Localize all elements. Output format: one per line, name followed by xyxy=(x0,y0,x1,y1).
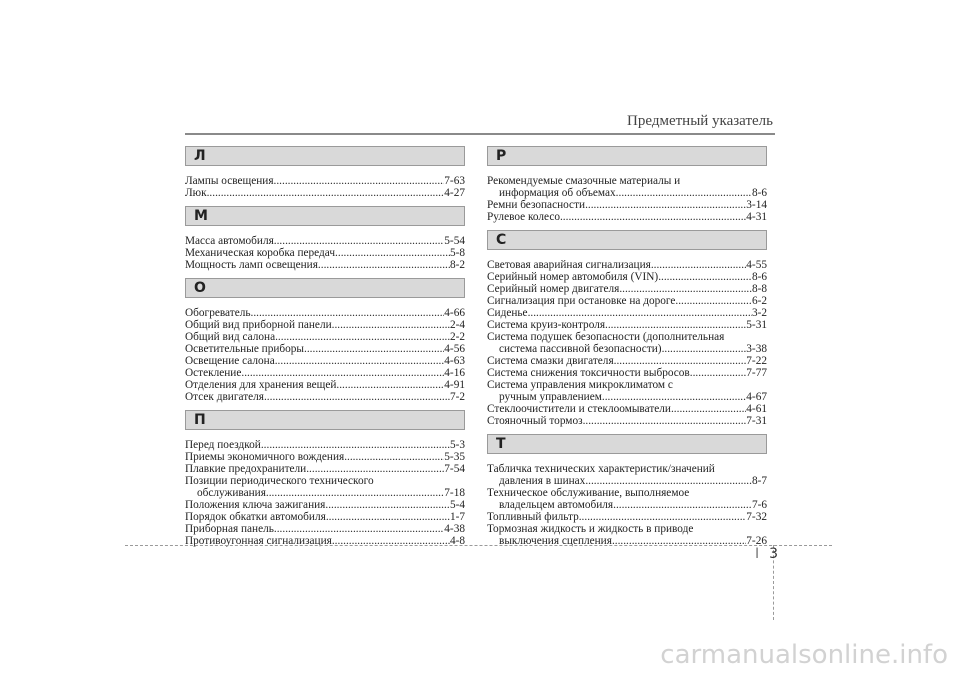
section-header xyxy=(487,434,767,454)
dot-leader xyxy=(266,487,444,499)
index-entry xyxy=(185,439,465,451)
index-entry xyxy=(487,355,767,367)
dot-leader xyxy=(275,331,450,343)
index-entry-page: 8-6 xyxy=(751,187,767,199)
section-letter: П xyxy=(194,412,206,428)
index-entry-page: 5-54 xyxy=(444,235,465,247)
index-entry-name: Стояночный тормоз xyxy=(487,415,583,427)
section-letter: Р xyxy=(496,148,507,164)
index-entry-name: Плавкие предохранители xyxy=(185,463,307,475)
index-entry xyxy=(487,211,767,223)
footer-rule xyxy=(125,545,832,546)
index-entry-name: Общий вид салона xyxy=(185,331,276,343)
index-entry xyxy=(185,343,465,355)
dot-leader xyxy=(616,187,752,199)
section-header xyxy=(185,410,465,430)
index-entry-name: Люк xyxy=(185,187,207,199)
index-entry-name: Ремни безопасности xyxy=(487,199,586,211)
dot-leader xyxy=(583,415,747,427)
index-entry-name: обслуживания xyxy=(197,487,266,499)
dot-leader xyxy=(335,247,450,259)
index-entry-name: Масса автомобиля xyxy=(185,235,274,247)
index-entry-name: Механическая коробка передач xyxy=(185,247,336,259)
index-entry-name: Перед поездкой xyxy=(185,439,261,451)
dot-leader xyxy=(241,367,444,379)
index-entry-name: Рулевое колесо xyxy=(487,211,560,223)
index-entry-page: 5-31 xyxy=(746,319,767,331)
index-entry-page: 3-2 xyxy=(751,307,767,319)
index-entry-page: 8-2 xyxy=(449,259,465,271)
index-entry-first-line: Табличка технических характеристик/значений xyxy=(487,463,715,475)
index-column-right xyxy=(487,146,767,554)
index-entry xyxy=(185,187,465,199)
dot-leader xyxy=(304,343,444,355)
dot-leader xyxy=(619,283,752,295)
index-entry-name: Общий вид приборной панели xyxy=(185,319,332,331)
index-entry xyxy=(185,355,465,367)
index-entry xyxy=(487,403,767,415)
index-entry-name: Система смазки двигателя xyxy=(487,355,614,367)
index-entry-name: система пассивной безопасности) xyxy=(499,343,662,355)
dot-leader xyxy=(671,403,746,415)
dot-leader xyxy=(528,307,752,319)
index-entry-name: давления в шинах xyxy=(499,475,586,487)
index-entry-page: 5-35 xyxy=(444,451,465,463)
index-entry xyxy=(487,415,767,427)
index-entry-name: информация об объемах xyxy=(499,187,616,199)
index-entry xyxy=(487,367,767,379)
index-entry-first-line: Система подушек безопасности (дополнительная xyxy=(487,331,725,343)
dot-leader xyxy=(690,367,747,379)
dot-leader xyxy=(605,319,746,331)
section-header xyxy=(487,230,767,250)
index-entry-page: 4-38 xyxy=(444,523,465,535)
index-entry-first-line: Система управления микроклиматом с xyxy=(487,379,673,391)
index-entries xyxy=(487,463,767,547)
index-entries xyxy=(185,307,465,403)
index-entry-page: 4-31 xyxy=(746,211,767,223)
index-entry-name: Система снижения токсичности выбросов xyxy=(487,367,690,379)
section-header xyxy=(185,146,465,166)
index-entry xyxy=(185,487,465,499)
index-entry-name: Приемы экономичного вождения xyxy=(185,451,345,463)
index-entry-name: Приборная панель xyxy=(185,523,274,535)
index-entry-page: 3-38 xyxy=(746,343,767,355)
index-entries xyxy=(185,175,465,199)
index-entry xyxy=(487,391,767,403)
watermark: carmanualsonline.info xyxy=(660,640,948,670)
header-rule xyxy=(185,133,775,135)
index-entry-page: 7-31 xyxy=(746,415,767,427)
section-letter: О xyxy=(194,280,206,296)
index-entry-page: 4-63 xyxy=(444,355,465,367)
index-entry xyxy=(487,187,767,199)
dot-leader xyxy=(658,271,752,283)
index-entry xyxy=(487,499,767,511)
index-entry-first-line: Позиции периодического технического xyxy=(185,475,374,487)
index-entry-name: Сиденье xyxy=(487,307,528,319)
index-entry-page: 2-2 xyxy=(449,331,465,343)
index-entry-name: Противоугонная сигнализация xyxy=(185,535,332,547)
index-entry-page: 4-66 xyxy=(444,307,465,319)
index-entry-page: 8-6 xyxy=(751,271,767,283)
index-entry-page: 4-56 xyxy=(444,343,465,355)
dot-leader xyxy=(602,391,746,403)
dot-leader xyxy=(344,451,444,463)
index-entry xyxy=(185,331,465,343)
dot-leader xyxy=(325,499,450,511)
index-entry-name: Освещение салона xyxy=(185,355,275,367)
index-entry-page: 4-27 xyxy=(444,187,465,199)
dot-leader xyxy=(614,355,747,367)
dot-leader xyxy=(264,391,450,403)
index-entry xyxy=(487,271,767,283)
index-entry-name: выключения сцепления xyxy=(499,535,612,547)
index-entry xyxy=(185,259,465,271)
index-entry xyxy=(185,511,465,523)
index-entry-name: Сигнализация при остановке на дороге xyxy=(487,295,676,307)
page-header-title: Предметный указатель xyxy=(627,113,773,129)
section-letter: М xyxy=(194,208,208,224)
index-entry-name: Порядок обкатки автомобиля xyxy=(185,511,326,523)
index-entry-page: 3-14 xyxy=(746,199,767,211)
index-entry xyxy=(185,307,465,319)
index-entries xyxy=(185,235,465,271)
index-entry-name: Система круиз-контроля xyxy=(487,319,606,331)
dot-leader xyxy=(275,355,445,367)
index-entry-first-line: Тормозная жидкость и жидкость в приводе xyxy=(487,523,694,535)
index-entry-name: Серийный номер двигателя xyxy=(487,283,620,295)
index-entry-page: 1-7 xyxy=(449,511,465,523)
index-entry-name: Обогреватель xyxy=(185,307,251,319)
index-entry-page: 8-7 xyxy=(751,475,767,487)
index-entry-page: 7-18 xyxy=(444,487,465,499)
index-entry xyxy=(185,235,465,247)
index-entry xyxy=(185,499,465,511)
index-entry-name: ручным управлением xyxy=(499,391,602,403)
dot-leader xyxy=(662,343,747,355)
index-entry-name: Лампы освещения xyxy=(185,175,274,187)
index-entry xyxy=(487,259,767,271)
page-number xyxy=(755,546,778,562)
dot-leader xyxy=(306,463,444,475)
index-entries xyxy=(487,259,767,427)
index-entry-page: 4-16 xyxy=(444,367,465,379)
index-entry-page: 5-8 xyxy=(449,247,465,259)
dot-leader xyxy=(332,319,450,331)
index-entry-page: 4-61 xyxy=(746,403,767,415)
index-entry xyxy=(185,175,465,187)
index-entry xyxy=(185,451,465,463)
index-entry-page: 4-8 xyxy=(449,535,465,547)
dot-leader xyxy=(274,235,445,247)
page-number-value: 3 xyxy=(769,546,779,562)
index-entry-name: Остекление xyxy=(185,367,242,379)
dot-leader xyxy=(651,259,746,271)
dot-leader xyxy=(336,379,444,391)
index-entry xyxy=(487,307,767,319)
dot-leader xyxy=(207,187,445,199)
index-entry-page: 4-55 xyxy=(746,259,767,271)
index-entry-page: 4-91 xyxy=(444,379,465,391)
index-entry xyxy=(185,379,465,391)
index-entry-page: 7-22 xyxy=(746,355,767,367)
dot-leader xyxy=(326,511,450,523)
index-entry-page: 7-77 xyxy=(746,367,767,379)
index-entry-name: владельцем автомобиля xyxy=(499,499,614,511)
index-entry-name: Световая аварийная сигнализация xyxy=(487,259,651,271)
index-entry xyxy=(185,319,465,331)
dot-leader xyxy=(585,199,746,211)
dot-leader xyxy=(585,475,752,487)
index-entry-page: 7-2 xyxy=(449,391,465,403)
dot-leader xyxy=(261,439,450,451)
index-entry xyxy=(185,391,465,403)
index-entry-page: 4-67 xyxy=(746,391,767,403)
index-entry-page: 8-8 xyxy=(751,283,767,295)
dot-leader xyxy=(675,295,752,307)
index-letter: I xyxy=(755,546,760,562)
index-entry xyxy=(487,283,767,295)
dot-leader xyxy=(274,175,445,187)
index-entry xyxy=(487,199,767,211)
section-letter: С xyxy=(496,232,507,248)
section-letter: Т xyxy=(496,436,506,452)
index-entry-page: 5-3 xyxy=(449,439,465,451)
index-entry-page: 7-54 xyxy=(444,463,465,475)
dot-leader xyxy=(251,307,445,319)
dot-leader xyxy=(560,211,746,223)
index-entry-name: Отсек двигателя xyxy=(185,391,264,403)
index-entry xyxy=(487,343,767,355)
index-entry xyxy=(487,295,767,307)
index-entry-page: 7-32 xyxy=(746,511,767,523)
index-entry-page: 5-4 xyxy=(449,499,465,511)
index-entry-first-line: Техническое обслуживание, выполняемое xyxy=(487,487,690,499)
index-entries xyxy=(487,175,767,223)
dot-leader xyxy=(579,511,747,523)
index-entry-name: Серийный номер автомобиля (VIN) xyxy=(487,271,659,283)
index-entry xyxy=(185,463,465,475)
index-entry xyxy=(487,475,767,487)
index-column-left xyxy=(185,146,465,554)
index-entry xyxy=(185,367,465,379)
index-entry-name: Топливный фильтр xyxy=(487,511,579,523)
index-entry-name: Осветительные приборы xyxy=(185,343,305,355)
section-header xyxy=(487,146,767,166)
section-letter: Л xyxy=(194,148,206,164)
index-entry xyxy=(487,511,767,523)
index-entry xyxy=(185,247,465,259)
index-entry xyxy=(185,523,465,535)
index-entry-name: Отделения для хранения вещей xyxy=(185,379,337,391)
index-entry-page: 2-4 xyxy=(449,319,465,331)
index-entries xyxy=(185,439,465,547)
section-header xyxy=(185,206,465,226)
dot-leader xyxy=(613,499,752,511)
index-entry-first-line: Рекомендуемые смазочные материалы и xyxy=(487,175,681,187)
index-entry-name: Положения ключа зажигания xyxy=(185,499,326,511)
index-entry-page: 7-63 xyxy=(444,175,465,187)
index-entry-page: 7-6 xyxy=(751,499,767,511)
dot-leader xyxy=(274,523,444,535)
section-header xyxy=(185,278,465,298)
index-entry xyxy=(487,319,767,331)
index-entry-name: Мощность ламп освещения xyxy=(185,259,318,271)
index-entry-name: Стеклоочистители и стеклоомыватели xyxy=(487,403,671,415)
index-entry-page: 7-26 xyxy=(746,535,767,547)
dot-leader xyxy=(318,259,450,271)
index-entry-page: 6-2 xyxy=(751,295,767,307)
